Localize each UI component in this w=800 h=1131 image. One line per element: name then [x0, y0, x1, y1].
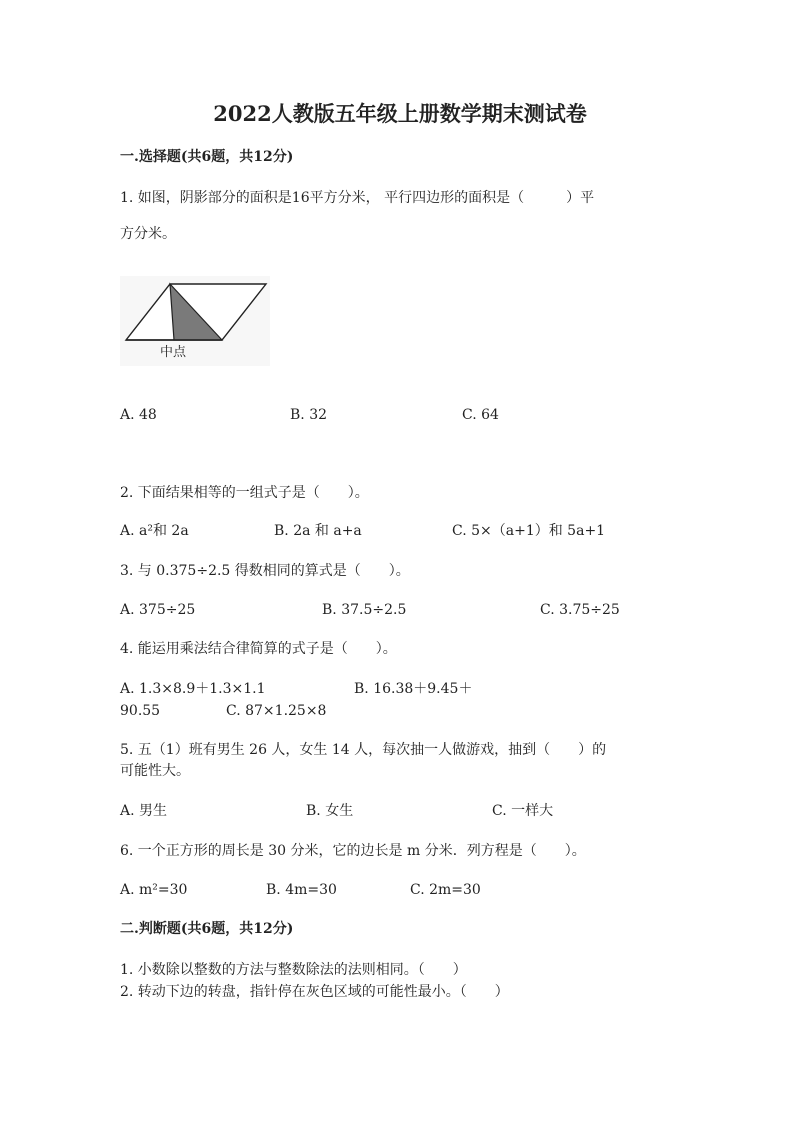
question-1-option-a: A. 48: [120, 407, 157, 423]
question-6-option-b: B. 4m=30: [266, 882, 337, 898]
question-3-option-a: A. 375÷25: [120, 602, 196, 618]
parallelogram-figure: [120, 276, 270, 366]
judgement-1: 1. 小数除以整数的方法与整数除法的法则相同。（ ）: [120, 962, 467, 978]
question-6-option-a: A. m²=30: [120, 882, 188, 898]
page-title: 2022人教版五年级上册数学期末测试卷: [213, 101, 587, 126]
question-3-option-b: B. 37.5÷2.5: [322, 602, 407, 618]
question-5-option-c: C. 一样大: [492, 803, 554, 819]
section-heading-judgement: 二.判断题(共6题，共12分): [120, 921, 294, 937]
figure-label-midpoint: 中点: [160, 345, 187, 360]
question-4-line1: 4. 能运用乘法结合律简算的式子是（ ）。: [120, 641, 397, 657]
question-6-line1: 6. 一个正方形的周长是 30 分米，它的边长是 m 分米．列方程是（ ）。: [120, 843, 586, 859]
question-1-option-c: C. 64: [462, 407, 499, 423]
question-5-line2: 可能性大。: [120, 763, 190, 779]
question-3-line1: 3. 与 0.375÷2.5 得数相同的算式是（ ）。: [120, 563, 410, 579]
question-4-option-c: C. 87×1.25×8: [226, 703, 327, 719]
question-2-option-a: A. a²和 2a: [120, 523, 189, 539]
question-4-option-b-cont: 90.55: [120, 703, 161, 719]
question-2-option-b: B. 2a 和 a+a: [274, 523, 362, 539]
section-heading-choice: 一.选择题(共6题，共12分): [120, 149, 294, 165]
question-5-line1: 5. 五（1）班有男生 26 人，女生 14 人，每次抽一人做游戏，抽到（ ）的: [120, 742, 607, 758]
question-2-option-c: C. 5×（a+1）和 5a+1: [452, 523, 606, 539]
judgement-2: 2. 转动下边的转盘，指针停在灰色区域的可能性最小。（ ）: [120, 984, 509, 1000]
question-1-line2: 方分米。: [120, 226, 176, 242]
question-5-option-b: B. 女生: [306, 803, 354, 819]
question-1-option-b: B. 32: [290, 407, 328, 423]
question-3-option-c: C. 3.75÷25: [540, 602, 620, 618]
question-5-option-a: A. 男生: [120, 803, 168, 819]
question-1-line1: 1. 如图，阴影部分的面积是16平方分米， 平行四边形的面积是（ ）平: [120, 190, 595, 206]
question-2-line1: 2. 下面结果相等的一组式子是（ ）。: [120, 485, 369, 501]
question-4-option-a: A. 1.3×8.9＋1.3×1.1: [120, 681, 266, 697]
question-6-option-c: C. 2m=30: [410, 882, 481, 898]
question-4-option-b: B. 16.38＋9.45＋: [354, 681, 473, 697]
